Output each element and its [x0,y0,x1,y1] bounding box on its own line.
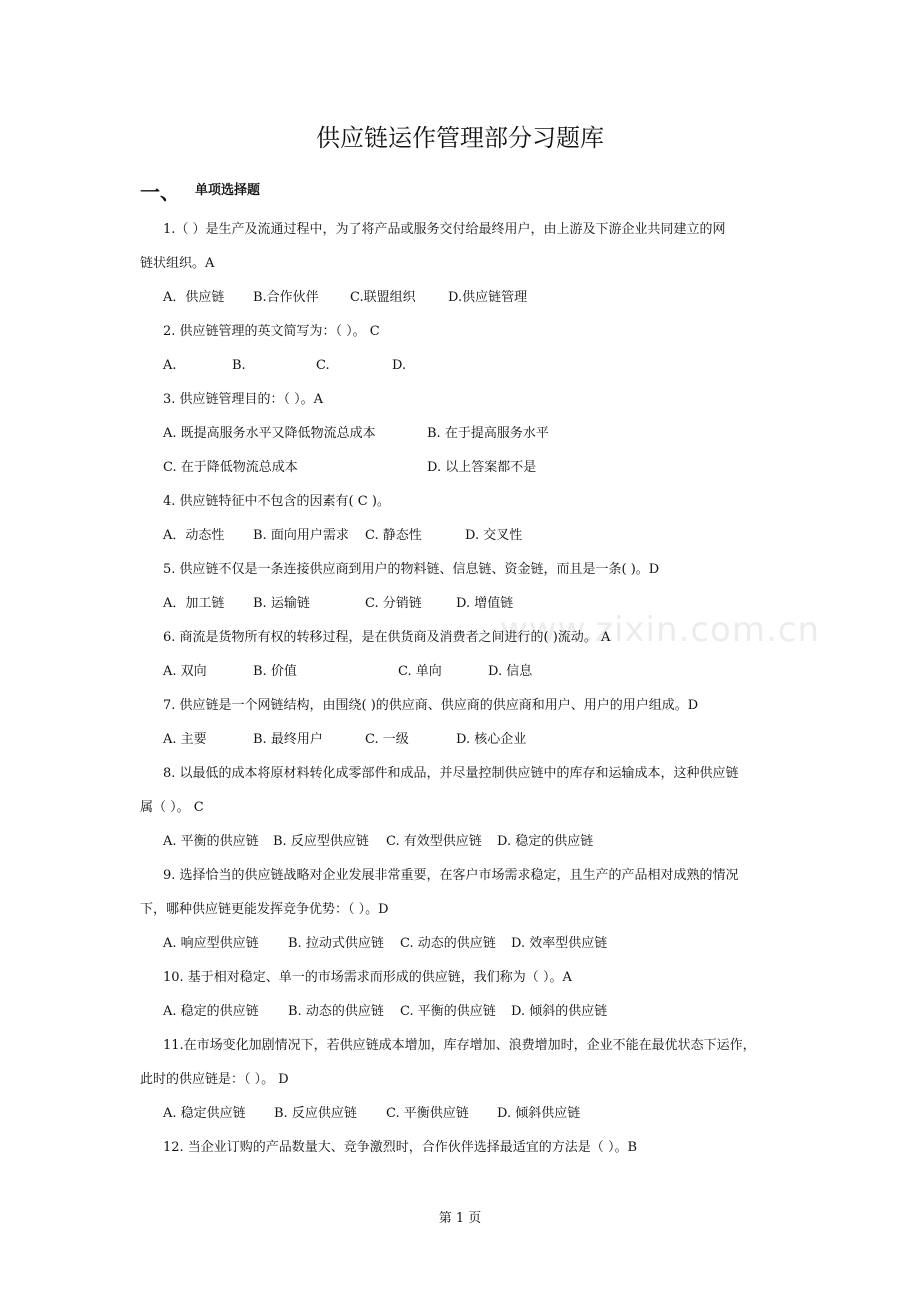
question-11-text-cont: 此时的供应链是：（ ）。 D [140,1072,289,1087]
question-3-text: 3. 供应链管理目的：（ ）。A [163,392,324,407]
question-3-option-b: B. 在于提高服务水平 [427,426,549,441]
question-10-option-a: A. 稳定的供应链 [163,1004,259,1019]
question-11-option-a: A. 稳定供应链 [163,1106,246,1121]
question-1-option-d: D.供应链管理 [448,290,528,305]
question-10-option-b: B. 动态的供应链 [288,1004,384,1019]
question-11-option-d: D. 倾斜供应链 [497,1106,581,1121]
question-3-option-c: C. 在于降低物流总成本 [163,460,298,475]
question-11-option-b: B. 反应供应链 [274,1106,357,1121]
question-8-text: 8. 以最低的成本将原材料转化成零部件和成品，并尽量控制供应链中的库存和运输成本，这种供应链 [163,766,739,781]
question-2-option-c: C. [316,358,330,373]
question-9-text-cont: 下，哪种供应链更能发挥竞争优势：（ ）。D [140,902,389,917]
question-9-option-d: D. 效率型供应链 [511,936,608,951]
question-8-option-b: B. 反应型供应链 [273,834,369,849]
question-10-option-c: C. 平衡的供应链 [400,1004,496,1019]
question-5-text: 5. 供应链不仅是一条连接供应商到用户的物料链、信息链、资金链，而且是一条( )。D [163,562,660,577]
question-11-option-c: C. 平衡供应链 [386,1106,469,1121]
question-9-text: 9. 选择恰当的供应链战略对企业发展非常重要，在客户市场需求稳定，且生产的产品相对成熟的情况 [163,868,739,883]
question-7-option-a: A. 主要 [163,732,207,747]
question-2-option-d: D. [392,358,407,373]
question-9-option-b: B. 拉动式供应链 [288,936,384,951]
question-2-option-a: A. [163,358,177,373]
question-8-option-c: C. 有效型供应链 [386,834,482,849]
question-7-option-b: B. 最终用户 [253,732,323,747]
question-5-option-c: C. 分销链 [365,596,422,611]
question-3-option-d: D. 以上答案都不是 [427,460,537,475]
question-10-text: 10. 基于相对稳定、单一的市场需求而形成的供应链，我们称为（ ）。A [163,970,572,985]
question-4-option-a: A．动态性 [163,528,225,543]
question-10-option-d: D. 倾斜的供应链 [511,1004,608,1019]
section-number: 一、 [140,180,180,204]
question-9-option-c: C. 动态的供应链 [400,936,496,951]
question-2-text: 2. 供应链管理的英文简写为：（ ）。 C [163,324,380,339]
question-6-option-a: A. 双向 [163,664,207,679]
page-footer: 第 1 页 [438,1211,482,1226]
question-8-option-d: D. 稳定的供应链 [497,834,594,849]
question-9-option-a: A. 响应型供应链 [163,936,259,951]
question-1-option-b: B.合作伙伴 [253,290,319,305]
question-1-text-cont: 链状组织。A [140,256,215,271]
question-6-option-c: C. 单向 [398,664,442,679]
question-4-option-b: B. 面向用户需求 [253,528,349,543]
question-1-text: 1.（ ）是生产及流通过程中，为了将产品或服务交付给最终用户，由上游及下游企业共同建立的网 [163,222,726,237]
question-7-text: 7. 供应链是一个网链结构，由围绕( )的供应商、供应商的供应商和用户、用户的用户组成。D [163,698,699,713]
question-1-option-c: C.联盟组织 [350,290,416,305]
question-12-text: 12. 当企业订购的产品数量大、竞争激烈时，合作伙伴选择最适宜的方法是（ ）。B [163,1140,637,1155]
question-3-option-a: A. 既提高服务水平又降低物流总成本 [163,426,376,441]
page-title: 供应链运作管理部分习题库 [316,124,604,152]
question-4-option-c: C. 静态性 [365,528,422,543]
question-2-option-b: B. [232,358,246,373]
question-8-option-a: A. 平衡的供应链 [163,834,259,849]
question-11-text: 11.在市场变化加剧情况下，若供应链成本增加，库存增加、浪费增加时，企业不能在最优状态下运作， [163,1038,756,1053]
question-5-option-d: D. 增值链 [456,596,514,611]
question-4-option-d: D. 交叉性 [465,528,523,543]
question-8-text-cont: 属（ ）。 C [140,800,204,815]
question-6-option-d: D. 信息 [488,664,533,679]
question-7-option-c: C. 一级 [365,732,409,747]
question-6-option-b: B. 价值 [253,664,297,679]
watermark: www.zixin.com.cn [500,610,820,650]
question-5-option-a: A．加工链 [163,596,225,611]
question-6-text: 6. 商流是货物所有权的转移过程，是在供货商及消费者之间进行的( )流动。 A [163,630,611,645]
question-1-option-a: A．供应链 [163,290,225,305]
section-title: 单项选择题 [195,183,261,198]
question-4-text: 4. 供应链特征中不包含的因素有( C )。 [163,494,390,509]
question-7-option-d: D. 核心企业 [456,732,527,747]
question-5-option-b: B. 运输链 [253,596,310,611]
